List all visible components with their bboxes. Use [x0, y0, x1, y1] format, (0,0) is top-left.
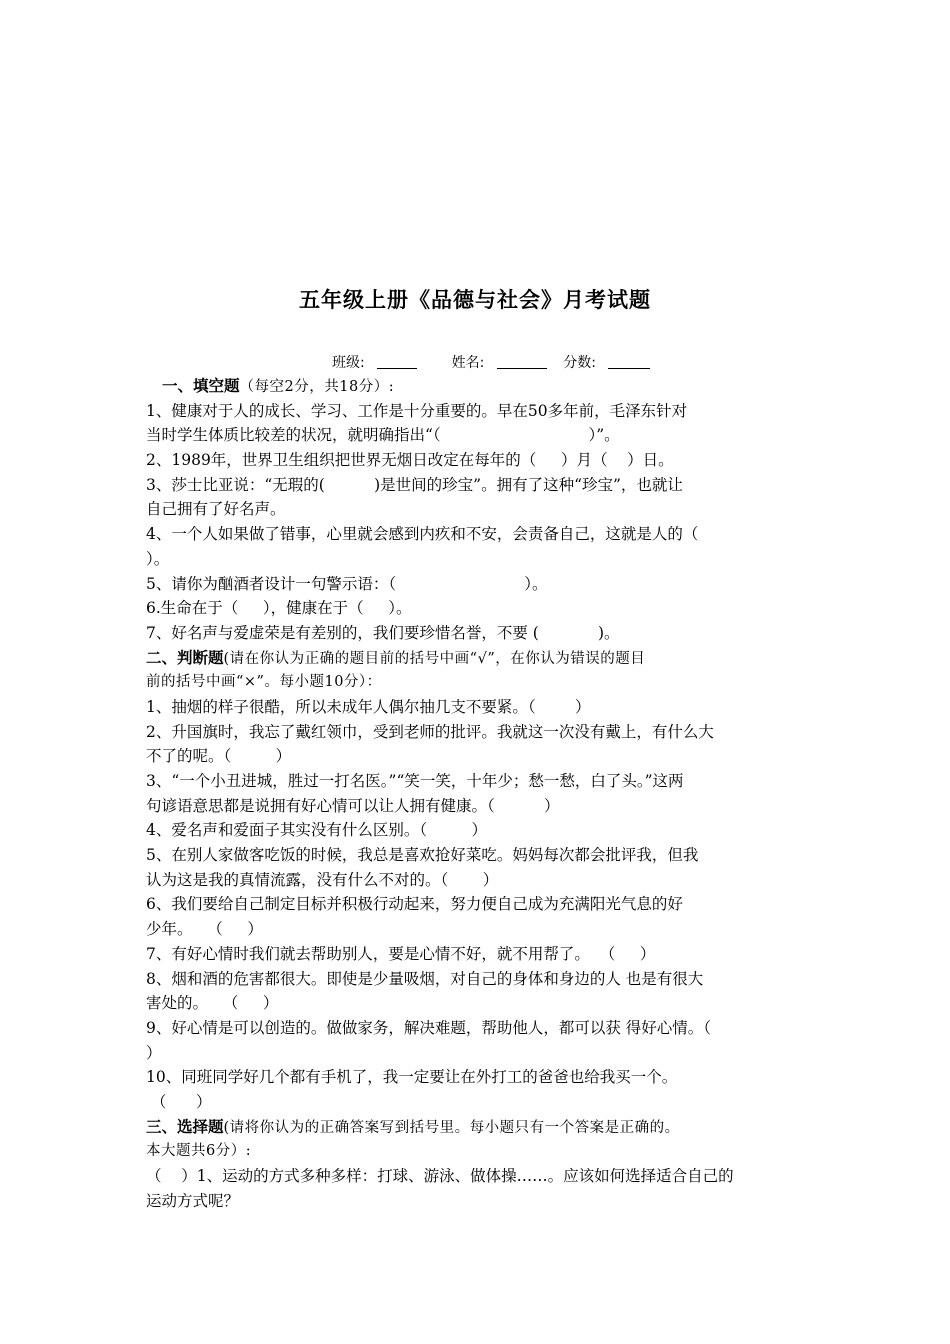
question-line: 运动方式呢？ [146, 1191, 240, 1210]
question-line: 1、健康对于人的成长、学习、工作是十分重要的。早在50多年前，毛泽东针对 [146, 401, 688, 420]
question-line: 6、我们要给自己制定目标并积极行动起来，努力便自己成为充满阳光气息的好 [146, 895, 683, 914]
exam-body [146, 374, 810, 1213]
class-label: 班级: [332, 355, 365, 371]
name-label: 姓名: [451, 355, 485, 371]
question-line: 6.生命在于（ ），健康在于（ ）。 [146, 599, 412, 618]
section-note: (请在你认为正确的题目前的括号中画“√”，在你认为错误的题目 [223, 650, 646, 667]
question-line: 2、升国旗时，我忘了戴红领巾，受到老师的批评。我就这一次没有戴上，有什么大 [146, 722, 714, 741]
question-line: 认为这是我的真情流露，没有什么不对的。（ ） [146, 870, 499, 889]
question-line: 9、好心情是可以创造的。做做家务，解决难题，帮助他人，都可以获 得好心情。（ [146, 1018, 712, 1037]
question-line: ） [146, 1043, 162, 1062]
question-line: 句谚语意思都是说拥有好心情可以让人拥有健康。（ ） [146, 796, 560, 815]
question-line: 10、同班同学好几个都有手机了，我一定要让在外打工的爸爸也给我买一个。 [146, 1068, 678, 1087]
question-line: 少年。 （ ） [146, 920, 263, 939]
section-heading-choice [146, 1115, 810, 1140]
question-line: 1、抽烟的样子很酷，所以未成年人偶尔抽几支不要紧。（ ） [146, 697, 591, 716]
question-line: 7、好名声与爱虚荣是有差别的，我们要珍惜名誉，不要 ( )。 [146, 623, 620, 642]
question-line: 3、莎士比亚说：“无瑕的( )是世间的珍宝”。拥有了这种“珍宝”，也就让 [146, 475, 683, 494]
question-line: 自己拥有了好名声。 [146, 500, 286, 519]
question-line: 2、1989年，世界卫生组织把世界无烟日改定在每年的（ ）月（ ）日。 [146, 451, 674, 470]
question-line: 不了的呢。（ ） [146, 747, 292, 766]
question-line: 5、在别人家做客吃饭的时候，我总是喜欢抢好菜吃。妈妈每次都会批评我，但我 [146, 846, 699, 865]
section-heading-fill [146, 374, 810, 399]
class-blank[interactable] [377, 354, 417, 369]
question-line: 5、请你为酗酒者设计一句警示语：（ ）。 [146, 574, 548, 593]
question-line: ）。 [146, 549, 170, 568]
question-line: （ ） [146, 1092, 212, 1111]
section-title: 二、判断题 [146, 648, 224, 667]
section-note: （每空2分，共18分）: [239, 379, 395, 395]
section-note-cont: 前的括号中画“×”。每小题10分）： [146, 674, 382, 691]
score-blank[interactable] [608, 354, 650, 369]
section-heading-judge [146, 646, 810, 671]
question-line: 害处的。 （ ） [146, 994, 279, 1013]
question-line: （ ）1、运动的方式多种多样：打球、游泳、做体操……。应该如何选择适合自己的 [146, 1167, 734, 1185]
page-title: 五年级上册《品德与社会》月考试题 [299, 288, 651, 312]
section-title: 三、选择题 [146, 1117, 224, 1136]
student-info-line [332, 352, 832, 372]
question-line: 7、有好心情时我们就去帮助别人，要是心情不好，就不用帮了。 （ ） [146, 944, 656, 963]
name-blank[interactable] [497, 354, 547, 369]
section-note-cont: 本大题共6分）: [146, 1143, 252, 1160]
question-line: 8、烟和酒的危害都很大。即使是少量吸烟，对自己的身体和身边的人 也是有很大 [146, 969, 704, 988]
section-title: 一、填空题 [162, 377, 240, 395]
score-label: 分数: [563, 355, 596, 371]
question-line: 4、爱名声和爱面子其实没有什么区别。（ ） [146, 821, 487, 840]
section-note: (请将你认为的正确答案写到括号里。每小题只有一个答案是正确的。 [223, 1119, 680, 1136]
question-line: 4、一个人如果做了错事，心里就会感到内疚和不安，会责备自己，这就是人的（ [146, 525, 699, 544]
question-line: 3、“一个小丑进城，胜过一打名医。”“笑一笑，十年少；愁一愁，白了头。”这两 [146, 772, 684, 790]
question-line: 当时学生体质比较差的状况，就明确指出“（ ）”。 [146, 426, 620, 445]
